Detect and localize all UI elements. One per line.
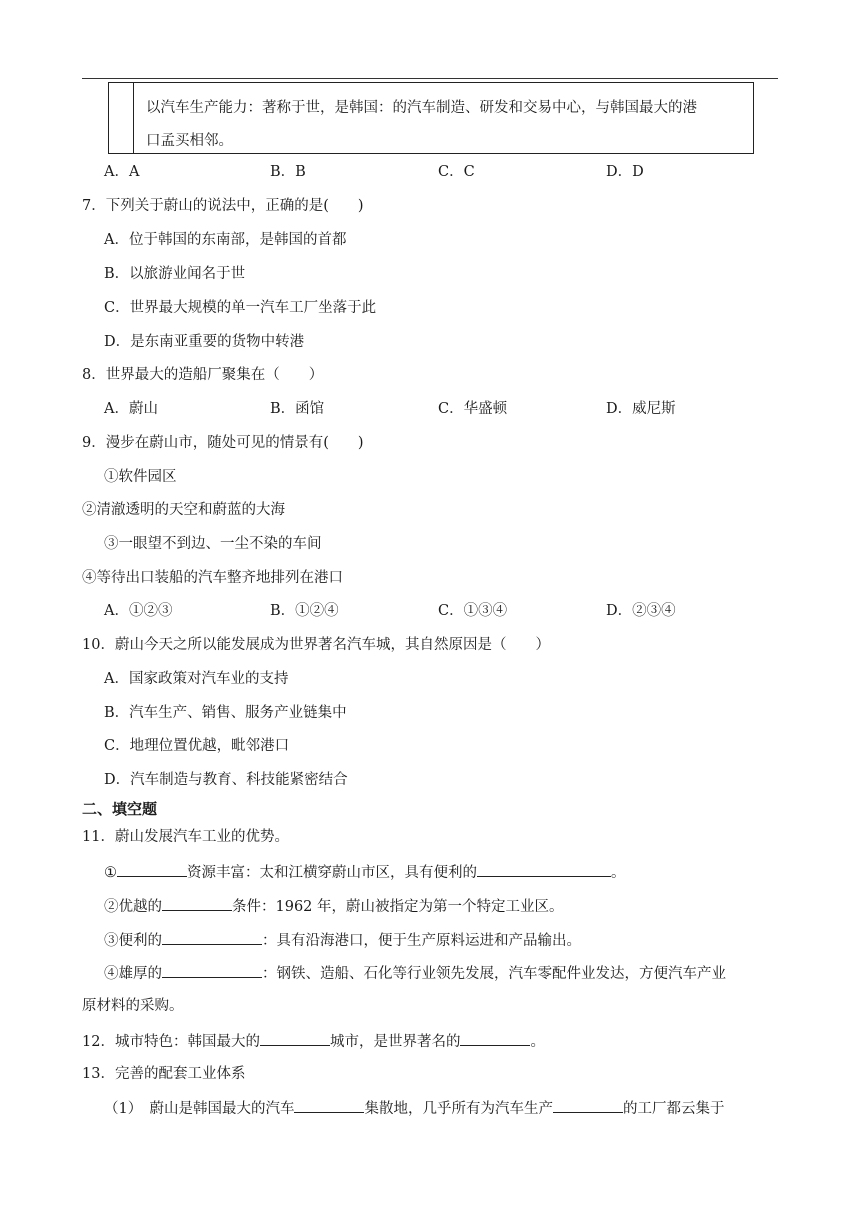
section-title-fill-in: 二、填空题 xyxy=(82,800,158,818)
q11-item-1-end: 。 xyxy=(611,865,626,881)
q7-option-c: C．世界最大规模的单一汽车工厂坐落于此 xyxy=(104,300,377,316)
q11-item-1 xyxy=(104,861,626,883)
q7-stem: 7．下列关于蔚山的说法中，正确的是( ) xyxy=(82,198,364,214)
q11-item-4 xyxy=(104,962,726,984)
q9-option-b: B．①②④ xyxy=(270,603,339,619)
answer-blank[interactable] xyxy=(162,962,262,978)
q12-end: 。 xyxy=(530,1034,545,1050)
answer-blank[interactable] xyxy=(162,929,262,945)
answer-blank[interactable] xyxy=(260,1030,330,1046)
answer-blank[interactable] xyxy=(460,1030,530,1046)
q6-option-a: A．A xyxy=(104,164,140,180)
table-cell-line: 以汽车生产能力：著称于世，是韩国：的汽车制造、研发和交易中心，与韩国最大的港 xyxy=(146,100,697,116)
q10-option-c: C．地理位置优越，毗邻港口 xyxy=(104,738,290,754)
q11-item-3-text: ：具有沿海港口，便于生产原料运进和产品输出。 xyxy=(262,933,581,949)
q13-part-1-prefix: （1） 蔚山是韩国最大的汽车 xyxy=(104,1101,295,1117)
table-column-divider xyxy=(133,83,134,153)
q9-item-4: ④等待出口装船的汽车整齐地排列在港口 xyxy=(82,570,343,586)
q11-item-2 xyxy=(104,895,564,917)
q6-option-b: B．B xyxy=(270,164,306,180)
q10-option-b: B．汽车生产、销售、服务产业链集中 xyxy=(104,705,347,721)
q7-option-d: D．是东南亚重要的货物中转港 xyxy=(104,334,305,350)
answer-blank[interactable] xyxy=(294,1097,364,1113)
option-table xyxy=(108,82,754,154)
q9-item-2: ②清澈透明的天空和蔚蓝的大海 xyxy=(82,502,285,518)
q9-option-c: C．①③④ xyxy=(438,603,508,619)
q11-item-4-prefix: ④雄厚的 xyxy=(104,966,162,982)
q10-stem: 10．蔚山今天之所以能发展成为世界著名汽车城，其自然原因是（ ） xyxy=(82,637,550,653)
q13-stem: 13．完善的配套工业体系 xyxy=(82,1066,246,1082)
q7-option-b: B．以旅游业闻名于世 xyxy=(104,266,246,282)
q9-item-3: ③一眼望不到边、一尘不染的车间 xyxy=(104,536,322,552)
q8-option-d: D．威尼斯 xyxy=(606,401,676,417)
q9-option-d: D．②③④ xyxy=(606,603,676,619)
q9-stem: 9．漫步在蔚山市，随处可见的情景有( ) xyxy=(82,435,364,451)
q11-item-1-text: 资源丰富：太和江横穿蔚山市区，具有便利的 xyxy=(187,865,477,881)
q6-option-d: D．D xyxy=(606,164,644,180)
q8-stem: 8．世界最大的造船厂聚集在（ ） xyxy=(82,367,324,383)
q11-stem: 11．蔚山发展汽车工业的优势。 xyxy=(82,829,289,845)
answer-blank[interactable] xyxy=(117,861,187,877)
table-cell-line: 口孟买相邻。 xyxy=(146,133,233,149)
q9-option-a: A．①②③ xyxy=(104,603,173,619)
q10-option-d: D．汽车制造与教育、科技能紧密结合 xyxy=(104,772,348,788)
table-cell xyxy=(146,92,747,158)
q13-part-1-end: 的工厂都云集于 xyxy=(622,1101,725,1117)
q11-item-2-text: 条件：1962 年，蔚山被指定为第一个特定工业区。 xyxy=(232,899,564,915)
q11-item-4-continued: 原材料的采购。 xyxy=(82,998,184,1014)
q7-option-a: A．位于韩国的东南部，是韩国的首都 xyxy=(104,232,347,248)
q8-option-c: C．华盛顿 xyxy=(438,401,508,417)
answer-blank[interactable] xyxy=(553,1097,623,1113)
q11-item-2-prefix: ②优越的 xyxy=(104,899,162,915)
q9-item-1: ①软件园区 xyxy=(104,469,177,485)
q10-option-a: A．国家政策对汽车业的支持 xyxy=(104,671,289,687)
q12-prefix: 12．城市特色：韩国最大的 xyxy=(82,1034,260,1050)
q11-item-1-marker: ① xyxy=(104,865,117,881)
answer-blank[interactable] xyxy=(162,895,232,911)
q12-middle: 城市，是世界著名的 xyxy=(329,1034,461,1050)
q6-option-c: C．C xyxy=(438,164,475,180)
q13-part-1 xyxy=(104,1097,724,1119)
q8-option-b: B．函馆 xyxy=(270,401,325,417)
q11-item-3-prefix: ③便利的 xyxy=(104,933,162,949)
q8-option-a: A．蔚山 xyxy=(104,401,158,417)
header-rule xyxy=(82,78,778,79)
q11-item-4-text: ：钢铁、造船、石化等行业领先发展，汽车零配件业发达，方便汽车产业 xyxy=(262,966,726,982)
q11-item-3 xyxy=(104,929,581,951)
q13-part-1-middle: 集散地，几乎所有为汽车生产 xyxy=(364,1101,553,1117)
answer-blank[interactable] xyxy=(477,861,611,877)
q12 xyxy=(82,1030,545,1052)
